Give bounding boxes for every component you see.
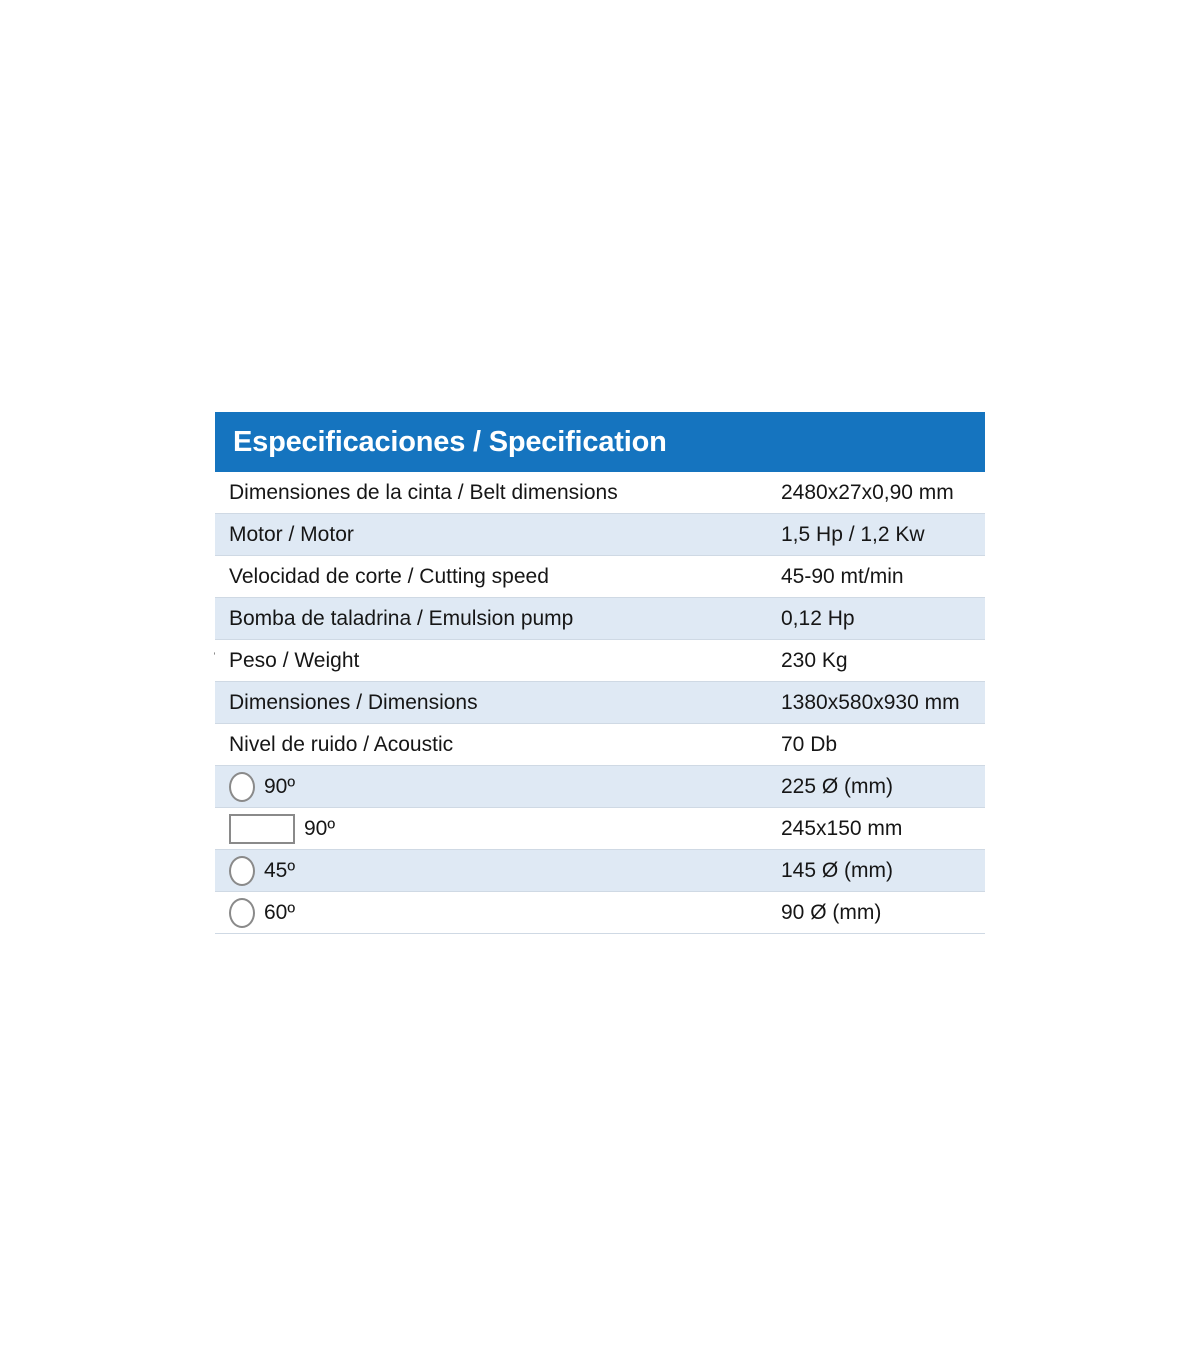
table-row xyxy=(215,556,985,598)
row-label: Nivel de ruido / Acoustic xyxy=(229,732,454,756)
table-row xyxy=(215,892,985,934)
table-row xyxy=(215,598,985,640)
row-label-cell xyxy=(215,481,775,505)
circle-profile-icon xyxy=(229,772,255,802)
row-label-cell xyxy=(215,733,775,757)
row-label: Bomba de taladrina / Emulsion pump xyxy=(229,606,574,630)
table-title: Especificaciones / Specification xyxy=(215,412,985,472)
row-label: 90º xyxy=(304,816,336,840)
table-row xyxy=(215,472,985,514)
row-value: 225 Ø (mm) xyxy=(781,774,894,798)
row-value: 0,12 Hp xyxy=(781,606,855,630)
row-label: 90º xyxy=(264,774,296,798)
row-value: 145 Ø (mm) xyxy=(781,858,894,882)
row-value: 70 Db xyxy=(781,732,838,756)
row-value: 1380x580x930 mm xyxy=(781,690,960,714)
row-label: Velocidad de corte / Cutting speed xyxy=(229,564,549,588)
row-label: Dimensiones de la cinta / Belt dimensions xyxy=(229,480,618,504)
table-row xyxy=(215,640,985,682)
row-label: 60º xyxy=(264,900,296,924)
row-value: 245x150 mm xyxy=(781,816,903,840)
rectangle-profile-icon xyxy=(229,814,295,844)
table-row xyxy=(215,682,985,724)
row-label: Peso / Weight xyxy=(229,648,360,672)
row-value: 90 Ø (mm) xyxy=(781,900,882,924)
specification-table xyxy=(215,412,985,934)
row-label-cell xyxy=(215,565,775,589)
row-label-cell xyxy=(215,691,775,715)
circle-profile-icon xyxy=(229,856,255,886)
row-label-cell xyxy=(215,856,775,886)
row-label: Motor / Motor xyxy=(229,522,354,546)
table-row xyxy=(215,724,985,766)
table-row xyxy=(215,850,985,892)
row-value: 230 Kg xyxy=(781,648,848,672)
row-label-cell xyxy=(215,772,775,802)
row-label: Dimensiones / Dimensions xyxy=(229,690,478,714)
row-label-cell xyxy=(215,814,775,844)
table-row xyxy=(215,766,985,808)
row-value: 1,5 Hp / 1,2 Kw xyxy=(781,522,925,546)
row-label-cell xyxy=(215,523,775,547)
row-value: 45-90 mt/min xyxy=(781,564,904,588)
table-row xyxy=(215,808,985,850)
table-row xyxy=(215,514,985,556)
circle-profile-icon xyxy=(229,898,255,928)
row-label: 45º xyxy=(264,858,296,882)
row-label-cell xyxy=(215,898,775,928)
row-value: 2480x27x0,90 mm xyxy=(781,480,954,504)
row-label-cell xyxy=(215,607,775,631)
row-label-cell xyxy=(215,649,775,673)
